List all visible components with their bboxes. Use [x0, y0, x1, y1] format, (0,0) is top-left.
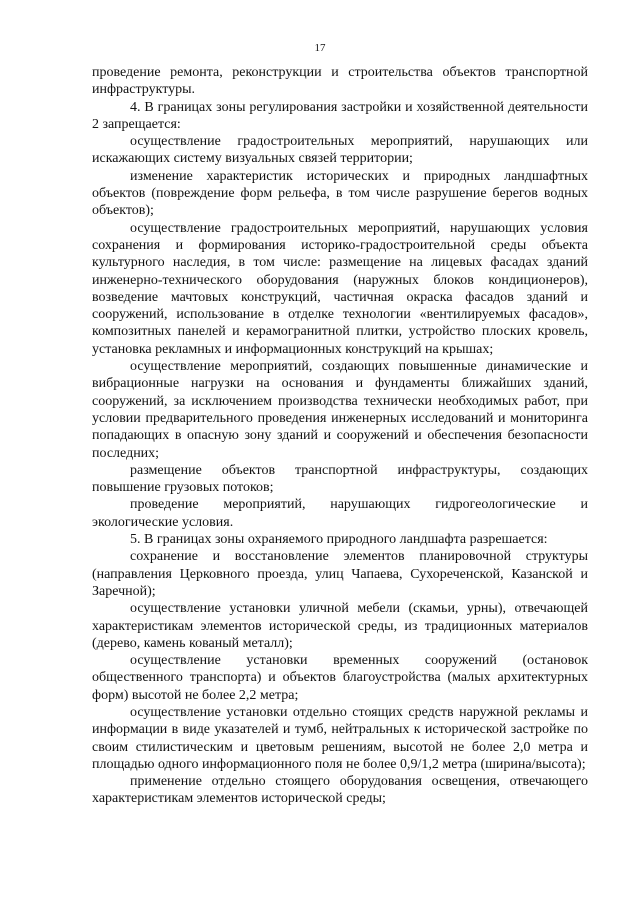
paragraph-6: осуществление мероприятий, создающих повышенные динамические и вибрационные нагрузки на основания и фундаменты ближайших зданий, сооружений, за исключением производства технически необходимых работ, при условии предварительного проведения инженерных исследований и мониторинга попадающих в опасную зону зданий и сооружений и обеспечения безопасности последних;	[92, 359, 588, 461]
paragraph-11: осуществление установки уличной мебели (скамьи, урны), отвечающей характеристикам элементов исторической среды, из традиционных материалов (дерево, камень кованый металл);	[92, 601, 588, 651]
paragraph-9: 5. В границах зоны охраняемого природного ландшафта разрешается:	[130, 532, 548, 548]
paragraph-13: осуществление установки отдельно стоящих средств наружной рекламы и информации в виде указателей и тумб, нейтральных к исторической застройке по своим стилистическим и цветовым решениям, высотой не более 2,0 метра и площадью одного информационного поля не более 0,9/1,2 метра (ширина/высота);	[92, 704, 588, 772]
paragraph-10: сохранение и восстановление элементов планировочной структуры (направления Церковного проезда, улиц Чапаева, Сухореченской, Казанской и Заречной);	[92, 549, 588, 599]
paragraph-12: осуществление установки временных сооружений (остановок общественного транспорта) и объектов благоустройства (малых архитектурных форм) высотой не более 2,2 метра;	[92, 653, 588, 703]
paragraph-3: осуществление градостроительных мероприятий, нарушающих или искажающих систему визуальных связей территории;	[92, 134, 588, 167]
paragraph-8: проведение мероприятий, нарушающих гидрогеологические и экологические условия.	[92, 497, 588, 530]
paragraph-4: изменение характеристик исторических и природных ландшафтных объектов (повреждение форм рельефа, в том числе разрушение берегов водных объектов);	[92, 168, 588, 219]
page-number: 17	[314, 42, 326, 54]
paragraph-5: осуществление градостроительных мероприятий, нарушающих условия сохранения и формирования историко-градостроительной среды объекта культурного наследия, в том числе: размещение на лицевых фасадах зданий инженерно-технического оборудования (наружных блоков кондиционеров), возведение мачтовых конструкций, частичная окраска фасадов зданий и сооружений, использование в отделке технологии «вентилируемых фасадов», композитных панелей и керамогранитной плитки, устройство плоских кровель, установка рекламных и информационных конструкций на крышах;	[92, 220, 588, 357]
paragraph-2: 4. В границах зоны регулирования застройки и хозяйственной деятельности 2 запрещается:	[92, 99, 588, 132]
paragraph-7: размещение объектов транспортной инфраструктуры, создающих повышение грузовых потоков;	[92, 462, 588, 496]
paragraph-14: применение отдельно стоящего оборудования освещения, отвечающего характеристикам элементов исторической среды;	[92, 774, 588, 807]
paragraph-1: проведение ремонта, реконструкции и строительства объектов транспортной инфраструктуры.	[92, 65, 588, 98]
document-body	[92, 64, 588, 808]
